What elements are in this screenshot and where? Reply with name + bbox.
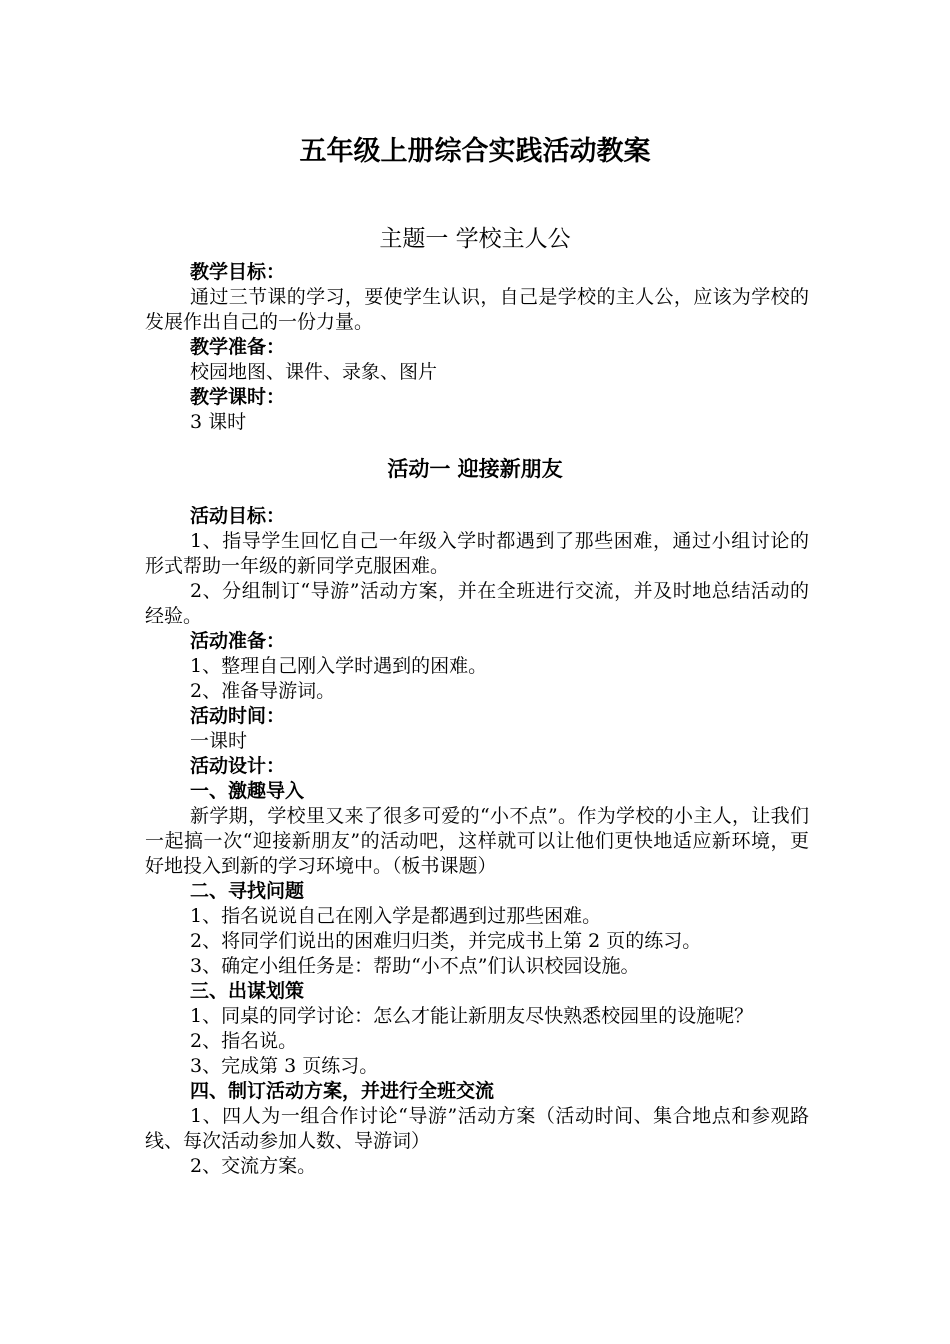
activity-prep-2: 2、准备导游词。 <box>190 680 336 702</box>
activity-time-text: 一课时 <box>190 730 248 752</box>
step1-text: 新学期，学校里又来了很多可爱的“小不点”。作为学校的小主人，让我们一起搞一次“迎接新朋友”的活动吧，这样就可以让他们更快地适应新环境，更好地投入到新的学习环境中。（板书课题） <box>145 805 809 877</box>
hours-text: 3 课时 <box>190 411 247 433</box>
step4-title: 四、制订活动方案，并进行全班交流 <box>190 1080 495 1102</box>
activity-time-label: 活动时间： <box>190 705 286 727</box>
step2-item-1: 1、指名说说自己在刚入学是都遇到过那些困难。 <box>190 905 602 927</box>
step4-item-1: 1、四人为一组合作讨论“导游”活动方案（活动时间、集合地点和参观路线、每次活动参加人数、导游词） <box>145 1105 809 1152</box>
step3-item-2: 2、指名说。 <box>190 1030 298 1052</box>
prep-label: 教学准备： <box>190 336 286 358</box>
step2-item-3: 3、确定小组任务是：帮助“小不点”们认识校园设施。 <box>190 955 640 977</box>
teaching-info-section <box>145 260 809 435</box>
step1-title: 一、激趣导入 <box>190 780 305 802</box>
activity-goal-1: 1、指导学生回忆自己一年级入学时都遇到了那些困难，通过小组讨论的形式帮助一年级的新同学克服困难。 <box>145 530 809 577</box>
activity-section <box>145 504 809 1179</box>
step3-item-1: 1、同桌的同学讨论：怎么才能让新朋友尽快熟悉校园里的设施呢？ <box>190 1005 754 1027</box>
goal-label: 教学目标： <box>190 261 286 283</box>
document-title: 五年级上册综合实践活动教案 <box>299 136 651 167</box>
activity-design-label: 活动设计： <box>190 755 286 777</box>
step2-title: 二、寻找问题 <box>190 880 305 902</box>
activity-title: 活动一 迎接新朋友 <box>387 457 563 481</box>
prep-text: 校园地图、课件、录象、图片 <box>190 361 438 383</box>
step3-title: 三、出谋划策 <box>190 980 305 1002</box>
activity-prep-1: 1、整理自己刚入学时遇到的困难。 <box>190 655 488 677</box>
activity-goal-label: 活动目标： <box>190 505 286 527</box>
step2-item-2: 2、将同学们说出的困难归归类，并完成书上第 2 页的练习。 <box>190 930 702 952</box>
step3-item-3: 3、完成第 3 页练习。 <box>190 1055 379 1077</box>
hours-label: 教学课时： <box>190 386 286 408</box>
activity-prep-label: 活动准备： <box>190 630 286 652</box>
step4-item-2: 2、交流方案。 <box>190 1155 317 1177</box>
theme-heading: 主题一 学校主人公 <box>379 226 571 252</box>
goal-text: 通过三节课的学习，要使学生认识，自己是学校的主人公，应该为学校的发展作出自己的一份力量。 <box>145 286 809 333</box>
activity-goal-2: 2、分组制订“导游”活动方案，并在全班进行交流，并及时地总结活动的经验。 <box>145 580 809 627</box>
